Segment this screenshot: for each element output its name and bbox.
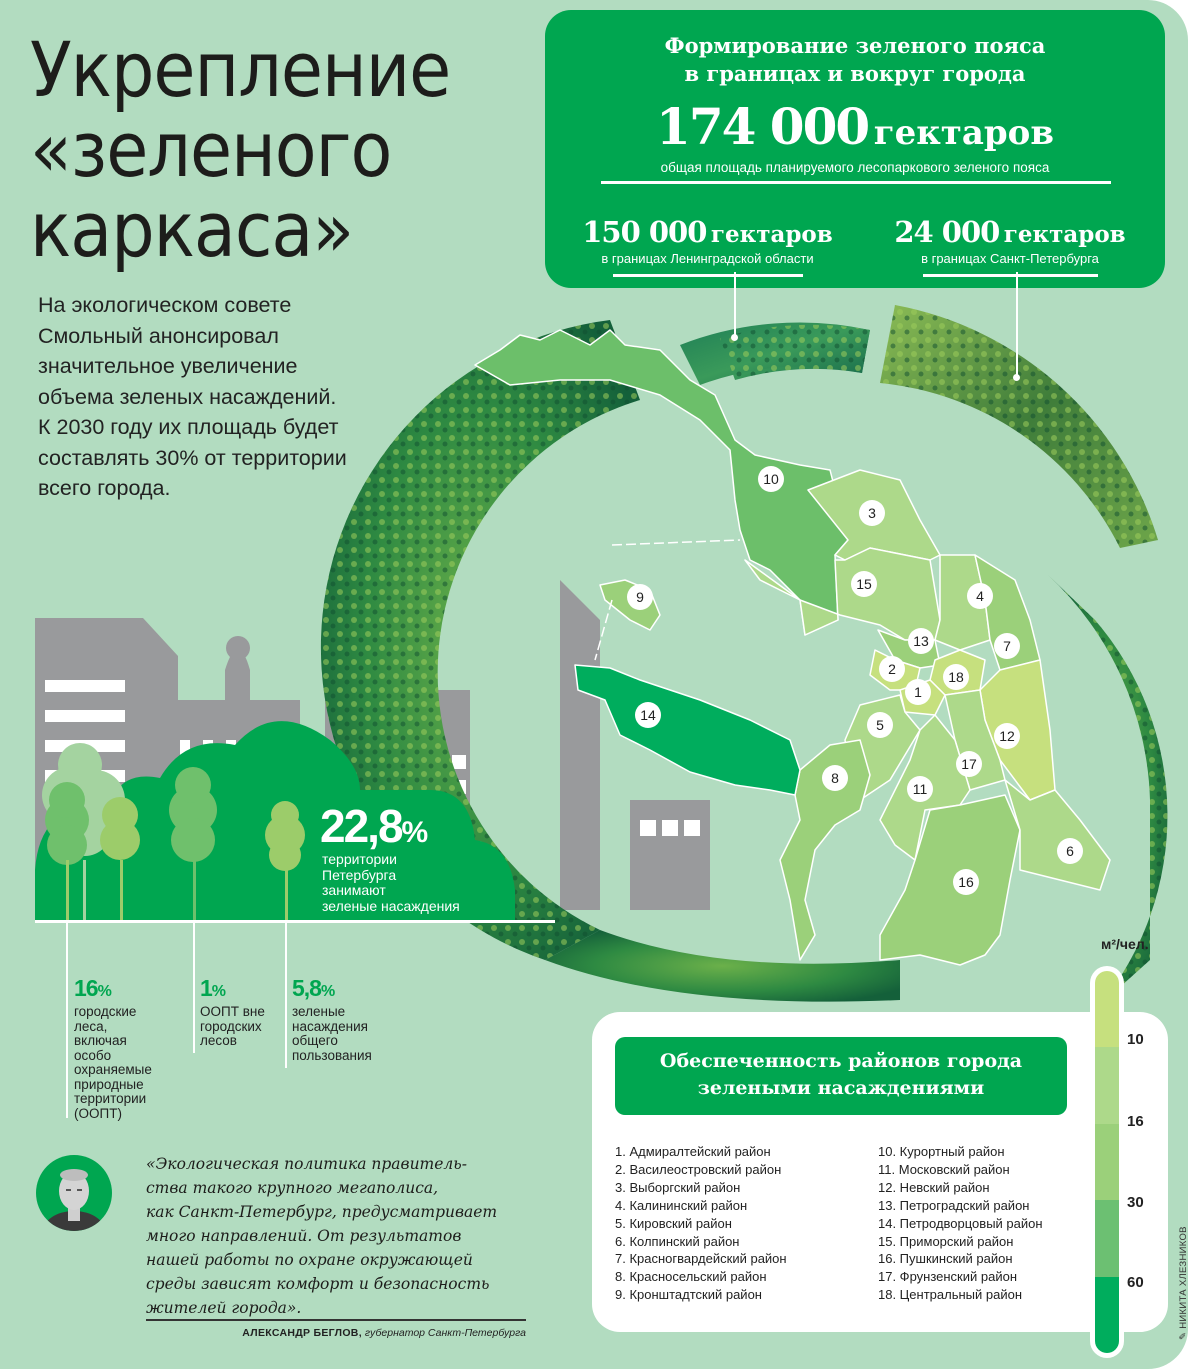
svg-text:8: 8	[831, 770, 839, 786]
divider	[923, 274, 1098, 277]
list-item: 14. Петродворцовый район	[878, 1215, 1043, 1231]
svg-text:7: 7	[1003, 638, 1011, 654]
svg-text:9: 9	[636, 589, 644, 605]
svg-text:3: 3	[868, 505, 876, 521]
tree-icon	[45, 782, 89, 865]
lead-line: К 2030 году их площадь будет	[38, 415, 339, 439]
list-item: 1. Адмиралтейский район	[615, 1144, 771, 1159]
percent-sign: %	[211, 983, 226, 1000]
list-item: 15. Приморский район	[878, 1233, 1014, 1249]
list-item: 11. Московский район	[878, 1161, 1010, 1177]
quote-line: ства такого крупного мегаполиса,	[146, 1179, 439, 1197]
svg-text:5: 5	[876, 717, 884, 733]
author-name: АЛЕКСАНДР БЕГЛОВ,	[242, 1327, 362, 1339]
badge-4	[967, 583, 993, 609]
badge-15	[851, 571, 877, 597]
list-item: 4. Калининский район	[615, 1197, 748, 1213]
author-photo	[36, 1155, 112, 1231]
badge-12	[994, 723, 1020, 749]
svg-text:18: 18	[948, 669, 964, 685]
badge-16	[953, 869, 979, 895]
svg-text:17: 17	[961, 756, 977, 772]
stat-caption: пользования	[292, 1047, 372, 1063]
color-scale-fill	[1095, 971, 1119, 1353]
quote-line: среды зависят комфорт и безопасность	[146, 1275, 490, 1293]
stat-caption: зеленые	[292, 1004, 346, 1019]
svg-text:6: 6	[1066, 843, 1074, 859]
scale-label: 16	[1127, 1113, 1144, 1130]
area-unit: гектаров	[1003, 221, 1126, 248]
pencil-icon: ✎	[1178, 1331, 1189, 1340]
badge-14	[635, 702, 661, 728]
svg-text:14: 14	[640, 707, 656, 723]
total-area-value: 174 000	[656, 97, 869, 156]
total-area-caption: общая площадь планируемого лесопаркового зеленого пояса	[660, 160, 1050, 175]
list-item: 10. Курортный район	[878, 1144, 1005, 1159]
percent-sign: %	[401, 816, 429, 849]
stat-caption: лесов	[200, 1033, 237, 1048]
area-caption: в границах Санкт-Петербурга	[921, 251, 1099, 266]
badge-17	[956, 751, 982, 777]
district-10	[475, 330, 848, 635]
legend-title	[615, 1037, 1067, 1115]
badge-8	[822, 765, 848, 791]
stat-caption: включая	[74, 1033, 127, 1048]
quote-line: как Санкт-Петербург, предусматривает	[146, 1203, 498, 1221]
svg-text:13: 13	[913, 633, 929, 649]
list-item: 6. Колпинский район	[615, 1233, 740, 1249]
total-area-unit: гектаров	[873, 113, 1054, 153]
lead-line: объема зеленых насаждений.	[38, 384, 337, 409]
district-list-col1	[615, 1143, 787, 1304]
list-item: 7. Красногвардейский район	[615, 1251, 787, 1267]
quote-divider	[146, 1319, 526, 1321]
area-caption: в границах Ленинградской области	[601, 251, 814, 266]
title-line: Укрепление	[30, 25, 451, 114]
scale-label: 10	[1127, 1031, 1144, 1048]
connector-dot	[731, 334, 738, 341]
lead-paragraph	[38, 290, 438, 504]
title-line: каркаса»	[30, 185, 354, 274]
badge-9	[627, 584, 653, 610]
caption-line: Петербурга	[322, 866, 397, 883]
lead-line: всего города.	[38, 476, 171, 500]
list-item: 13. Петроградский район	[878, 1197, 1030, 1213]
lead-line: составлять 30% от территории	[38, 445, 347, 470]
percent-sign: %	[97, 983, 111, 1000]
list-item: 5. Кировский район	[615, 1215, 732, 1231]
stat-value: 16	[74, 975, 98, 1001]
list-item: 3. Выборгский район	[615, 1179, 741, 1195]
lead-line: Смольный анонсировал	[38, 323, 279, 348]
green-belt-box	[545, 10, 1165, 288]
stat-protected-areas	[200, 975, 265, 1049]
green-belt-heading	[545, 32, 1165, 88]
author-role: губернатор Санкт-Петербурга	[364, 1327, 526, 1339]
green-share-caption	[322, 852, 460, 914]
area-value: 24 000	[894, 215, 1000, 249]
quote-line: нашей работы по охране окружающей	[146, 1251, 473, 1269]
quote-line: много направлений. От результатов	[146, 1227, 462, 1245]
total-area	[545, 97, 1165, 156]
list-item: 16. Пушкинский район	[878, 1251, 1013, 1267]
legend-title-line: Обеспеченность районов города	[659, 1050, 1023, 1072]
caption-line: занимают	[322, 882, 386, 898]
svg-text:11: 11	[912, 781, 928, 797]
lead-line: значительное увеличение	[38, 354, 298, 378]
stat-public-green	[292, 975, 372, 1063]
svg-text:15: 15	[856, 576, 872, 592]
quote-line: «Экологическая политика правитель-	[146, 1155, 467, 1173]
stat-caption: охраняемые	[74, 1062, 152, 1077]
scale-segment-3	[1095, 1124, 1119, 1200]
forest-segment-bottom	[545, 930, 900, 1002]
badge-2	[879, 656, 905, 682]
badge-13	[908, 628, 934, 654]
stat-city-forests	[74, 975, 152, 1121]
badge-6	[1057, 838, 1083, 864]
green-share-number: 22,8	[320, 800, 402, 852]
list-item: 12. Невский район	[878, 1179, 990, 1195]
stat-caption: насаждения	[292, 1018, 368, 1034]
stat-caption: городских	[200, 1018, 262, 1034]
connector-line	[1016, 272, 1018, 377]
stat-value: 1	[200, 975, 212, 1001]
area-leningrad-region	[570, 215, 845, 277]
badge-18	[943, 664, 969, 690]
district-6	[1005, 780, 1110, 890]
tree-icon	[169, 767, 217, 862]
district-list-col2	[878, 1143, 1043, 1304]
scale-label: 30	[1127, 1194, 1144, 1211]
svg-text:4: 4	[976, 588, 984, 604]
badge-1	[905, 679, 931, 705]
svg-text:12: 12	[999, 728, 1015, 744]
person-portrait-icon	[36, 1155, 112, 1231]
quote-line: жителей города».	[146, 1299, 302, 1317]
caption-line: зеленые насаждения	[322, 897, 460, 914]
svg-text:16: 16	[958, 874, 974, 890]
scale-segment-2	[1095, 1047, 1119, 1123]
connector-dot	[1013, 374, 1020, 381]
svg-text:10: 10	[763, 471, 779, 487]
page-title	[30, 25, 451, 274]
list-item: 17. Фрунзенский район	[878, 1269, 1018, 1285]
percent-sign: %	[320, 983, 335, 1000]
divider	[613, 274, 803, 277]
badge-10	[758, 466, 784, 492]
connector-line	[734, 272, 736, 338]
area-value: 150 000	[582, 215, 707, 249]
area-saint-petersburg	[875, 215, 1145, 277]
badge-3	[859, 500, 885, 526]
stat-caption: (ООПТ)	[74, 1105, 122, 1121]
scale-label: 60	[1127, 1274, 1144, 1291]
caption-line: территории	[322, 851, 397, 867]
lead-line: На экологическом совете	[38, 293, 292, 317]
author-credit	[1178, 1226, 1189, 1340]
scale-segment-1	[1095, 971, 1119, 1047]
scale-segment-4	[1095, 1200, 1119, 1276]
stat-caption: территории	[74, 1091, 147, 1106]
green-share-value	[320, 800, 429, 852]
area-unit: гектаров	[710, 221, 833, 248]
credit-name: НИКИТА ХЛЕЗНИКОВ	[1178, 1226, 1189, 1329]
quote-text	[146, 1152, 526, 1320]
list-item: 2. Василеостровский район	[615, 1161, 782, 1177]
stat-value: 5,8	[292, 975, 321, 1001]
scale-unit-label: м²/чел.	[1101, 936, 1149, 952]
svg-text:2: 2	[888, 661, 896, 677]
stat-caption: ООПТ вне	[200, 1004, 265, 1019]
stat-caption: городские	[74, 1004, 137, 1019]
district-14	[575, 665, 800, 795]
stat-caption: леса,	[74, 1018, 108, 1034]
tree-icon	[100, 797, 140, 860]
list-item: 18. Центральный район	[878, 1287, 1023, 1303]
title-line: «зеленого	[30, 105, 392, 194]
heading-line: в границах и вокруг города	[684, 61, 1026, 86]
badge-5	[867, 712, 893, 738]
heading-line: Формирование зеленого пояса	[664, 33, 1046, 58]
stat-caption: особо	[74, 1047, 112, 1063]
badge-7	[994, 633, 1020, 659]
scale-segment-5	[1095, 1277, 1119, 1353]
divider	[601, 181, 1111, 184]
stat-caption: общего	[292, 1033, 338, 1048]
legend-title-line: зелеными насаждениями	[697, 1077, 985, 1099]
list-item: 9. Кронштадтский район	[615, 1287, 762, 1303]
badge-11	[907, 776, 933, 802]
list-item: 8. Красносельский район	[615, 1269, 767, 1285]
stat-caption: природные	[74, 1076, 144, 1092]
svg-text:1: 1	[914, 684, 922, 700]
quote-attribution	[146, 1327, 526, 1339]
color-scale	[1090, 966, 1124, 1358]
